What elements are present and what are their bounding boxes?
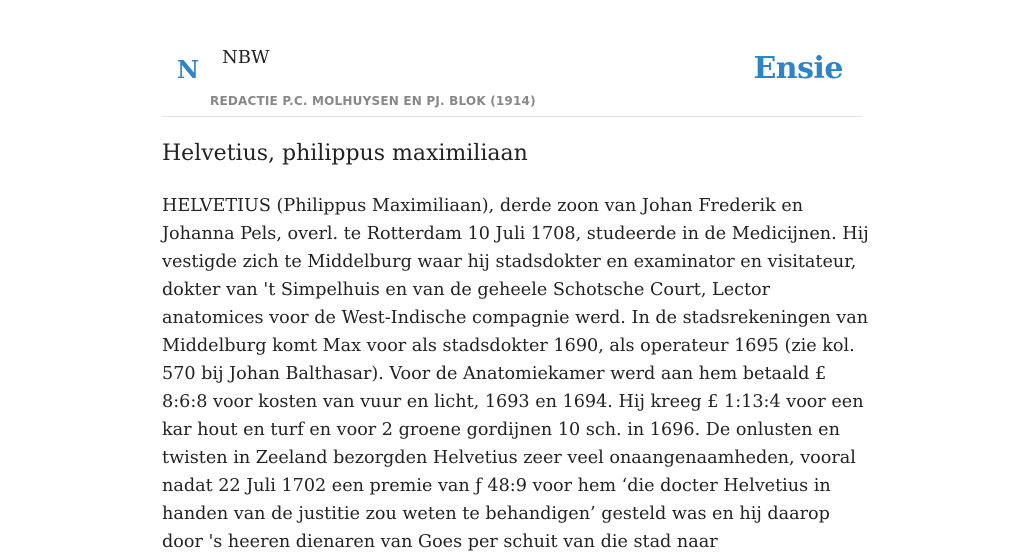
article-title: Helvetius, philippus maximiliaan	[162, 141, 528, 166]
source-subtitle: REDACTIE P.C. MOLHUYSEN EN PJ. BLOK (1914)	[210, 94, 536, 108]
source-name[interactable]: NBW	[222, 47, 270, 68]
article-body: HELVETIUS (Philippus Maximiliaan), derde zoon van Johan Frederik en Johanna Pels, overl. te Rotterdam 10 Juli 1708, studeerde in de Medicijnen. Hij vestigde zich te Middelburg waar hij stadsdokter en examinator en visitateur, dokter van 't Simpelhuis en van de geheele Schotsche Court, Lector anatomices voor de West-Indische compagnie werd. In de stadsrekeningen van Middelburg komt Max voor als stadsdokter 1690, als operateur 1695 (zie kol. 570 bij Johan Balthasar). Voor de Anatomiekamer werd aan hem betaald £ 8:6:8 voor kosten van vuur en licht, 1693 en 1694. Hij kreeg £ 1:13:4 voor een kar hout en turf en voor 2 groene gordijnen 10 sch. in 1696. De onlusten en twisten in Zeeland bezorgden Helvetius zeer veel onaangenaamheden, vooral nadat 22 Juli 1702 een premie van ƒ 48:9 voor hem ‘die docter Helvetius in handen van de justitie zou weten te behandigen’ gesteld was en hij daarop door 's heeren dienaren van Goes per schuit van die stad naar	[162, 196, 869, 552]
source-header	[162, 0, 862, 117]
brand-logo[interactable]: Ensie	[753, 51, 843, 86]
page	[162, 0, 869, 552]
source-logo-icon[interactable]: N	[177, 55, 199, 84]
